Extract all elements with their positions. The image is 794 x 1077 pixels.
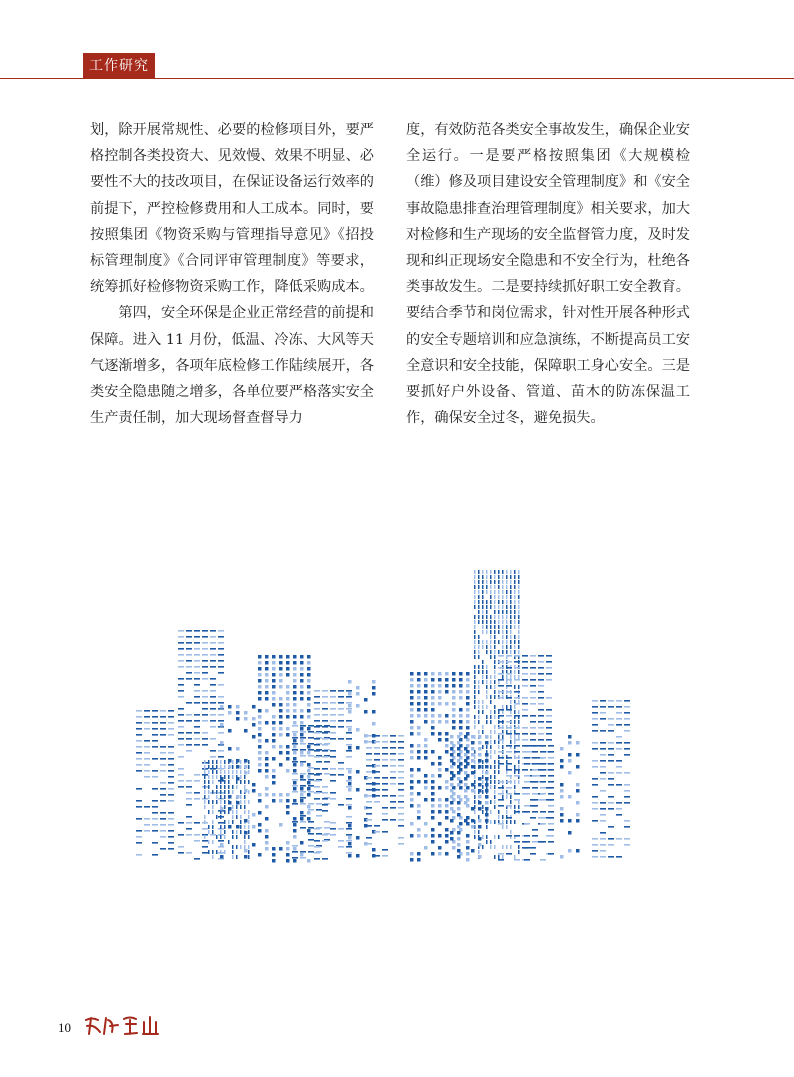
page-number: 10 xyxy=(58,1020,71,1035)
skyline-building xyxy=(258,655,311,863)
skyline-building xyxy=(178,630,224,860)
skyline-building xyxy=(450,735,489,859)
right-paragraph-1: 度，有效防范各类安全事故发生，确保企业安全运行。一是要严格按照集团《大规模检（维）修及项目建设安全管理制度》和《安全事故隐患排查治理管理制度》相关要求，加大对检修和生产现场的安全监督管力度，及时发现和纠正现场安全隐患和不安全行为，杜绝各类事故发生。二是要持续抓好职工安全教育。要结合季节和岗位需求，针对性开展各种形式的安全专题培训和应急演练，不断提高员工安全意识和安全技能，保障职工身心安全。三是要抓好户外设备、管道、苗木的防冻保温工作，确保安全过冬，避免损失。 xyxy=(406,122,690,427)
skyline-building xyxy=(474,570,520,859)
magazine-logo xyxy=(82,1012,164,1040)
right-column xyxy=(406,117,690,431)
city-skyline-illustration xyxy=(120,560,650,870)
skyline-building xyxy=(560,735,580,859)
left-column xyxy=(90,117,374,431)
skyline-building xyxy=(136,710,174,856)
left-paragraph-2: 第四，安全环保是企业正常经营的前提和保障。进入 11 月份，低温、冷冻、大风等天气逐渐增多，各项年底检修工作陆续展开，各类安全隐患随之增多，各单位要严格落实安全生产责任制，加大现场督查督导力 xyxy=(90,305,374,427)
skyline-building xyxy=(204,760,250,859)
skyline-building xyxy=(348,680,376,858)
skyline-building xyxy=(410,672,470,862)
section-header xyxy=(0,53,794,79)
left-paragraph-1: 划，除开展常规性、必要的检修项目外，要严格控制各类投资大、见效慢、效果不明显、必要性不大的技改项目，在保证设备运行效率的前提下，严控检修费用和人工成本。同时，要按照集团《物资采购与管理指导意见》《招投标管理制度》《合同评审管理制度》等要求，统筹抓好检修物资采购工作，降低采购成本。 xyxy=(90,122,374,296)
section-tag: 工作研究 xyxy=(83,53,155,79)
skyline-building xyxy=(592,700,630,858)
skyline-building xyxy=(366,735,404,857)
skyline-building xyxy=(524,745,554,861)
